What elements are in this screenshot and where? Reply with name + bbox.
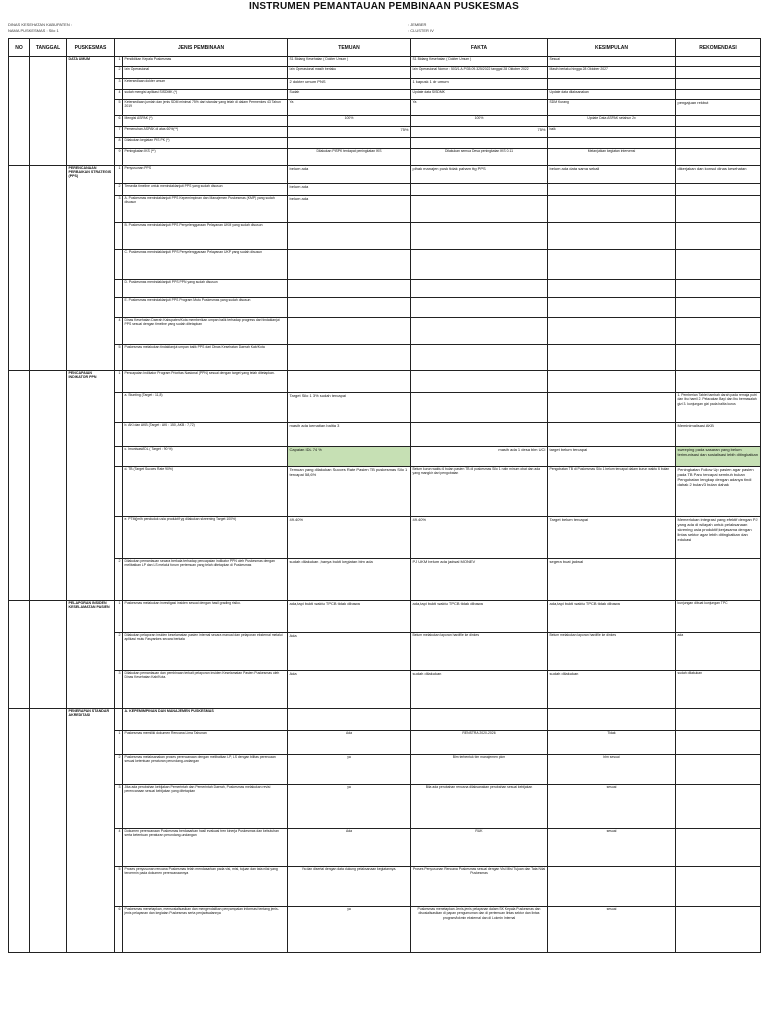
temuan-cell: Ada [288, 829, 411, 867]
fakta-cell [411, 280, 548, 298]
rekomendasi-cell [676, 57, 761, 67]
fakta-cell: Belum melakukan laporan hardfile ke dinkes [411, 633, 548, 671]
meta-left [8, 22, 72, 34]
standar-row [9, 829, 761, 867]
kesimpulan-cell: belum ada data sama sekali [548, 166, 676, 184]
item-number: 1 [115, 371, 123, 393]
rekomendasi-cell: Peningkatan Follow Up pasien agar pasien pada TB Paru tercapai sembuh bukan Pengobatan lengkap dengan adanya tindi dahak 2 bulan/3 bulan dahak [676, 467, 761, 517]
rekomendasi-cell [676, 559, 761, 601]
fakta-cell [411, 393, 548, 423]
ppn-indicator: e. PTM(jmlh penduduk usia produktif yg dilakukan skreening Target 100%) [123, 517, 288, 559]
item-number [115, 447, 123, 467]
rekomendasi-cell [676, 116, 761, 127]
standar-heading: A. KEPEMIMPINAN DAN MANAJEMEN PUSKESMAS [123, 709, 288, 731]
document-title: INSTRUMEN PEMANTAUAN PEMBINAAN PUSKESMAS [248, 1, 520, 12]
temuan-cell: Ada [288, 731, 411, 755]
rekomendasi-cell: pengajuan rekbut [676, 100, 761, 116]
kesimpulan-cell: Belum melakukan laporan hardfile ke dinkes [548, 633, 676, 671]
temuan-cell: Target Silo 1 3% sudah tercapai [288, 393, 411, 423]
kesimpulan-cell: Target belum tercapai [548, 517, 676, 559]
item-number: 3 [115, 196, 123, 223]
rekomendasi-cell [676, 280, 761, 298]
fakta-cell: 100% [411, 116, 548, 127]
rekomendasi-cell: dikerjakan dan konsul dinas kesehatan [676, 166, 761, 184]
ppn-indicator: c. Imunisasi/IDL ( Target : 90 %) [123, 447, 288, 467]
temuan-cell: Ada [288, 633, 411, 671]
kesimpulan-cell: Melanjutkan kegiatan intervensi [548, 149, 676, 166]
item-number: 2 [115, 184, 123, 196]
jenis-cell: Ketersediaan dokter umum [123, 79, 288, 90]
header-temuan: TEMUAN [288, 39, 411, 57]
kesimpulan-cell [548, 79, 676, 90]
fakta-cell: Belum kurun waktu 6 bulan pasien TB di puskesmas Silo 1 rutin minum obat dan ada yang mangkir dari pengobatan [411, 467, 548, 517]
fakta-cell: Dilakukan semua Desa peningkatan IKS 0.11 [411, 149, 548, 166]
fakta-cell [411, 709, 548, 731]
header-tanggal: TANGGAL [30, 39, 67, 57]
temuan-cell: 75% [288, 127, 411, 138]
temuan-cell [288, 371, 411, 393]
temuan-cell: 100% [288, 116, 411, 127]
temuan-cell: ya [288, 785, 411, 829]
section-data-umum [67, 57, 115, 166]
kesimpulan-cell: Sesuai [548, 57, 676, 67]
kesimpulan-cell: Update data dilaksanakan [548, 90, 676, 100]
temuan-cell: Ya dan disertai dengan data dukung pelaksanaan kegiatannya. [288, 867, 411, 907]
kesimpulan-cell: Update Data ASPAK setahun 2x [548, 116, 676, 127]
jenis-cell: Dinas Kesehatan Daerah Kabupaten/Kota memberikan umpan balik terhadap progress dari tindaklanjut PPS sesuai dengan timeline yang sudah ditetapkan [123, 318, 288, 345]
item-number [115, 280, 123, 298]
data-umum-row [9, 149, 761, 166]
temuan-cell: Dilakukan PISPK terdapat peningkatan IKS [288, 149, 411, 166]
item-number [115, 517, 123, 559]
temuan-cell: 2 dokter umum PNS [288, 79, 411, 90]
fakta-cell [411, 250, 548, 280]
jenis-cell: C. Puskesmas menindaklanjuti PPS Penyelenggaraan Pelayanan UKP yang sudah disusun [123, 250, 288, 280]
tanggal-cell [30, 709, 67, 953]
jenis-cell: Ketersediaan jumlah dan jenis SDM minimal 75% dari standar yang telah di dalam Permenkes 43 Tahun 2019 [123, 100, 288, 116]
fakta-cell: masih ada 1 desa blm UCI [411, 447, 548, 467]
rekomendasi-cell [676, 829, 761, 867]
jenis-cell: Puskesmas memiliki dokumen Rencana Lima Tahunan [123, 731, 288, 755]
kesimpulan-cell: blm sesuai [548, 755, 676, 785]
tanggal-cell [30, 57, 67, 166]
rekomendasi-cell [676, 223, 761, 250]
fakta-cell: Ya [411, 100, 548, 116]
temuan-cell [288, 318, 411, 345]
temuan-cell: 49.40% [288, 517, 411, 559]
pps-row [9, 196, 761, 223]
rekomendasi-cell [676, 250, 761, 280]
temuan-cell [288, 345, 411, 371]
rekomendasi-cell: sweeping pada sasaran yang belum terimunisasi dan sosialisasi lebih ditingkatkan [676, 447, 761, 467]
rekomendasi-cell: sudah dilakukan [676, 671, 761, 709]
kesimpulan-cell [548, 298, 676, 318]
pps-row [9, 223, 761, 250]
item-number: 5 [115, 100, 123, 116]
temuan-cell [288, 138, 411, 149]
temuan-cell: Ada [288, 671, 411, 709]
temuan-cell [288, 298, 411, 318]
section-standar [67, 709, 115, 953]
section-label: DATA UMUM [68, 57, 90, 61]
fakta-cell [411, 196, 548, 223]
fakta-cell [411, 423, 548, 447]
item-number: 4 [115, 90, 123, 100]
fakta-cell [411, 184, 548, 196]
item-number: 8 [115, 138, 123, 149]
standar-row [9, 755, 761, 785]
kesimpulan-cell [548, 184, 676, 196]
meta-right [408, 22, 434, 34]
meta-puskesmas: NAMA PUSKESMAS : Silo 1 [8, 28, 59, 33]
item-number [115, 393, 123, 423]
jenis-cell: Puskesmas melakukan investigasi insiden sesuai dengan hasil grading risiko. [123, 601, 288, 633]
rekomendasi-cell: kunjungan dibuat kunjungan TPC [676, 601, 761, 633]
rekomendasi-cell: ada [676, 633, 761, 671]
fakta-cell: Puskesmas menetapkan Jenis-jenis pelayanan dalam SK Kepala Puskesmas dan disosialisasikan di papan pengumuman dan di pertemuan lintas sektor dan lintas program/lokmin eksternal dan di Lokmin Internal [411, 907, 548, 953]
ppn-row [9, 393, 761, 423]
kesimpulan-cell [548, 423, 676, 447]
no-cell [9, 371, 30, 601]
pps-row [9, 184, 761, 196]
kesimpulan-cell: SDM Kurang [548, 100, 676, 116]
kesimpulan-cell: ada,tapi bukti waktu TPCB tidak dibawa [548, 601, 676, 633]
header-no: NO [9, 39, 30, 57]
no-cell [9, 57, 30, 166]
fakta-cell: 75% [411, 127, 548, 138]
kesimpulan-cell: segera buat jadwal [548, 559, 676, 601]
item-number: 2 [115, 633, 123, 671]
kesimpulan-cell: sudah dilakukan [548, 671, 676, 709]
item-number [115, 423, 123, 447]
item-number: 9 [115, 149, 123, 166]
rekomendasi-cell [676, 90, 761, 100]
meta-cluster: : CLUSTER IV [408, 28, 434, 33]
pps-row [9, 298, 761, 318]
temuan-cell: Sudah [288, 90, 411, 100]
kesimpulan-cell: sesuai [548, 829, 676, 867]
jenis-cell: Dilakukan kegiatan PIS PK (*) [123, 138, 288, 149]
kesimpulan-cell [548, 280, 676, 298]
fakta-cell: PJ UKM belum ada jadwal MONEV [411, 559, 548, 601]
jenis-cell: Dokumen perencanaan Puskesmas berdasarkan hasil evaluasi tren kinerja Puskesmas dan kebutuhan serta ketentuan peraturan perundang-undangan [123, 829, 288, 867]
pps-row [9, 166, 761, 184]
pps-row [9, 345, 761, 371]
fakta-cell: sudah dilakukan [411, 671, 548, 709]
tanggal-cell [30, 371, 67, 601]
standar-row [9, 731, 761, 755]
jenis-cell: Penyusunan PPS [123, 166, 288, 184]
rekomendasi-cell: Meminimalisasi AKB [676, 423, 761, 447]
no-cell [9, 166, 30, 371]
data-umum-row [9, 67, 761, 79]
kesimpulan-cell [548, 709, 676, 731]
pps-row [9, 318, 761, 345]
section-pps [67, 166, 115, 371]
data-umum-row [9, 100, 761, 116]
section-label: PELAPORAN INSIDEN KESELAMATAN PASIEN [68, 601, 110, 610]
temuan-cell: ya [288, 907, 411, 953]
data-umum-row [9, 79, 761, 90]
fakta-cell: 1 kapusk 1 dr umum [411, 79, 548, 90]
monitoring-table [8, 38, 761, 953]
jenis-cell: Proses penyusunan rencana Puskesmas telah mendasarkan pada visi, misi, tujuan dan tata nilai yang tercermin pada dokumen perencanaannya [123, 867, 288, 907]
jenis-cell: Izin Operasional [123, 67, 288, 79]
kesimpulan-cell [548, 250, 676, 280]
fakta-cell: S1 Bidang Kesehatan ( Dokter Umum ) [411, 57, 548, 67]
rekomendasi-cell: 1. Pemberian Tablet tambah darah pada remaja putri dan ibu hamil 2. Pelacakan Bayi dan Ibu bermasalah gizi 3. kunjungan gizi pada balita kurus [676, 393, 761, 423]
rekomendasi-cell [676, 67, 761, 79]
ikp-row [9, 633, 761, 671]
kesimpulan-cell [548, 196, 676, 223]
jenis-cell: Puskesmas melaksanakan proses perencanaan dengan melibatkan LP, LS dengan bilitas perencaan sesuai ketentuan peraturan perundang-undangan [123, 755, 288, 785]
ppn-extra-row [9, 559, 761, 601]
jenis-cell: Mengisi ASPAK (*) [123, 116, 288, 127]
temuan-cell: Capaian IDL 74 % [288, 447, 411, 467]
item-number: 1 [115, 601, 123, 633]
temuan-cell: ada,tapi bukti waktu TPCB tidak dibawa [288, 601, 411, 633]
jenis-cell: sudah mengisi aplikasi SISDMK (*) [123, 90, 288, 100]
standar-row [9, 867, 761, 907]
ppn-indicator: a. Stunting (Target : 11,8) [123, 393, 288, 423]
jenis-cell: B. Puskesmas menindaklanjuti PPS Penyelenggaraan Pelayanan UKM yang sudah disusun [123, 223, 288, 250]
jenis-cell: Puskesmas menetapkan, mensosialisasikan dan mengendalikan penyampaian informasi tentang jenis-jenis pelayanan dan kegiatan Puskesmas serta penjadwalannya [123, 907, 288, 953]
section-label: PERENCANAAN PERBAIKAN STRATEGIS (PPS) [68, 166, 112, 179]
header-kesimpulan: KESIMPULAN [548, 39, 676, 57]
kesimpulan-cell: sesuai [548, 907, 676, 953]
temuan-cell [288, 223, 411, 250]
fakta-cell: 49.40% [411, 517, 548, 559]
ikp-row [9, 671, 761, 709]
item-number: 6 [115, 907, 123, 953]
data-umum-row [9, 116, 761, 127]
fakta-cell: pihak manajen pusk tidak paham ttg PPS [411, 166, 548, 184]
rekomendasi-cell [676, 371, 761, 393]
tanggal-cell [30, 166, 67, 371]
rekomendasi-cell [676, 127, 761, 138]
kesimpulan-cell [548, 393, 676, 423]
rekomendasi-cell [676, 184, 761, 196]
rekomendasi-cell [676, 709, 761, 731]
jenis-cell: Peningkatan IKS (**) [123, 149, 288, 166]
item-number: 4 [115, 829, 123, 867]
jenis-cell: Dilakukan pemantauan secara berkala terhadap pencapaian indikator PPN oleh Puskesmas dengan melibatkan LP dan LS melalui forum pertemuan yang telah ditetapkan di Puskesmas [123, 559, 288, 601]
section-label: PENCAPAIAN INDIKATOR PPN [68, 371, 97, 380]
kesimpulan-cell: baik [548, 127, 676, 138]
temuan-cell [288, 709, 411, 731]
data-umum-row [9, 127, 761, 138]
section-label: PENERAPAN STANDAR AKREDITASI [68, 709, 110, 718]
temuan-cell: masih ada kematian balita 3 [288, 423, 411, 447]
jenis-cell: Dilakukan pemantauan dan pembinaan terkait pelaporan insiden Keselamatan Pasien Puskesmas oleh Dinas Kesehatan Kab/Kota. [123, 671, 288, 709]
item-number: 2 [115, 67, 123, 79]
temuan-cell: S1 Bidang Kesehatan ( Dokter Umum ) [288, 57, 411, 67]
item-number [115, 250, 123, 280]
rekomendasi-cell [676, 731, 761, 755]
kesimpulan-cell [548, 867, 676, 907]
temuan-cell: Ya [288, 100, 411, 116]
ppn-row [9, 423, 761, 447]
temuan-cell: belum ada [288, 184, 411, 196]
header-row [9, 39, 761, 57]
tanggal-cell [30, 601, 67, 709]
rekomendasi-cell [676, 196, 761, 223]
rekomendasi-cell: Memerlukan integrasi yang efektif dengan PJ yang ada di wilayah untuk pelaksanaan skrening usia produktif;kerjasama dengan lintas sektor agar lebih ditingkatkan dan edukasi [676, 517, 761, 559]
kesimpulan-cell [548, 138, 676, 149]
kesimpulan-cell [548, 345, 676, 371]
ppn-row [9, 467, 761, 517]
kesimpulan-cell: Tidak [548, 731, 676, 755]
kesimpulan-cell [548, 371, 676, 393]
item-number [115, 298, 123, 318]
fakta-cell: ada,tapi bukti waktu TPCB tidak dibawa [411, 601, 548, 633]
fakta-cell: Proses Penyusunan Rencana Puskesmas sesuai dengan Visi Misi Tujuan dan Tata Nilai Puskesmas [411, 867, 548, 907]
jenis-cell: E. Puskesmas menindaklanjuti PPS Program Mutu Puskesmas yang sudah disusun [123, 298, 288, 318]
temuan-cell: belum ada [288, 196, 411, 223]
item-number: 5 [115, 867, 123, 907]
fakta-cell: Izin Operasional Nomor : 503/1.A.P/35.09.325/2022 tanggal 28 Oktober 2022 [411, 67, 548, 79]
standar-row [9, 907, 761, 953]
kesimpulan-cell [548, 223, 676, 250]
item-number: 2 [115, 559, 123, 601]
header-puskesmas: PUSKESMAS [67, 39, 115, 57]
standar-row [9, 785, 761, 829]
fakta-cell [411, 318, 548, 345]
jenis-cell: Tersedia timeline untuk menindaklanjuti PPS yang sudah disusun [123, 184, 288, 196]
rekomendasi-cell [676, 755, 761, 785]
rekomendasi-cell [676, 79, 761, 90]
header-jenis-pembinaan: JENIS PEMBINAAN [115, 39, 288, 57]
jenis-cell: Pemenuhan ASPAK di atas 60%(**) [123, 127, 288, 138]
rekomendasi-cell [676, 149, 761, 166]
item-number: 3 [115, 79, 123, 90]
temuan-cell: belum ada [288, 166, 411, 184]
section-ppn [67, 371, 115, 601]
item-number: 5 [115, 345, 123, 371]
fakta-cell: Update data SISDMK [411, 90, 548, 100]
item-number [115, 223, 123, 250]
item-number: 4 [115, 318, 123, 345]
item-number: 6 [115, 116, 123, 127]
item-number: 1 [115, 166, 123, 184]
data-umum-row [9, 90, 761, 100]
standar-heading-row [9, 709, 761, 731]
item-number: 2 [115, 755, 123, 785]
ikp-row [9, 601, 761, 633]
header-rekomendasi: REKOMENDASI [676, 39, 761, 57]
jenis-cell: D. Puskesmas menindaklanjuti PPS PPN yang sudah disusun [123, 280, 288, 298]
rekomendasi-cell [676, 318, 761, 345]
jenis-cell: Dilakukan pelaporan insiden keselamatan pasien internal secara manual dan pelaporan eksternal melalui aplikasi mutu Fasyankes secara berkala [123, 633, 288, 671]
jenis-cell: Pencapaian Indikator Program Prioritas Nasional (PPN) sesuai dengan target yang telah ditetapkan. [123, 371, 288, 393]
data-umum-row [9, 138, 761, 149]
no-cell [9, 709, 30, 953]
kesimpulan-cell: target belum tercapai [548, 447, 676, 467]
header-fakta: FAKTA [411, 39, 548, 57]
rekomendasi-cell [676, 138, 761, 149]
jenis-cell: A. Puskesmas menindaklanjuti PPS Kepemimpinan dan Manajemen Puskesmas (KMP) yang sudah disusun [123, 196, 288, 223]
ppn-row [9, 447, 761, 467]
no-cell [9, 601, 30, 709]
rekomendasi-cell [676, 907, 761, 953]
meta-dinas: DINAS KESEHATAN KABUPATEN : [8, 22, 72, 27]
jenis-cell: Jika ada perubahan kebijakan Pemerintah dan Pemerintah Daerah, Puskesmas melakukan revisi perencanaan sesuai kebijakan yang ditetapkan [123, 785, 288, 829]
rekomendasi-cell [676, 345, 761, 371]
rekomendasi-cell [676, 298, 761, 318]
temuan-cell: ya [288, 755, 411, 785]
fakta-cell [411, 371, 548, 393]
section-ikp [67, 601, 115, 709]
kesimpulan-cell: Masih berlaku hingga 28 Oktober 2027 [548, 67, 676, 79]
temuan-cell: Temuan yang dilakukan Succes Rate Pasien TB puskesmas Silo 1 tercapai 58,6% [288, 467, 411, 517]
temuan-cell: sudah dilakukan ,hanya bukti kegiatan blm ada [288, 559, 411, 601]
fakta-cell: RENSTRA 2020-2026 [411, 731, 548, 755]
fakta-cell: Bila ada perubahan rencana dilaksanakan perubahan sesuai kebijakan [411, 785, 548, 829]
fakta-cell [411, 223, 548, 250]
data-umum-row [9, 57, 761, 67]
ppn-intro-row [9, 371, 761, 393]
item-number [115, 467, 123, 517]
kesimpulan-cell: Pengobatan TB di Puskesmas Silo 1 belum tercapai dalam kurun waktu 6 bulan [548, 467, 676, 517]
jenis-cell: Puskesmas melakukan tindaklanjut umpan balik PPS dari Dinas Kesehatan Daerah Kab/Kota [123, 345, 288, 371]
rekomendasi-cell [676, 867, 761, 907]
fakta-cell: Blm terbentuk tim manajemen pkm [411, 755, 548, 785]
item-number: 3 [115, 671, 123, 709]
fakta-cell: RUK [411, 829, 548, 867]
item-number: 3 [115, 785, 123, 829]
item-number [115, 709, 123, 731]
item-number: 1 [115, 57, 123, 67]
fakta-cell [411, 298, 548, 318]
kesimpulan-cell [548, 318, 676, 345]
fakta-cell [411, 345, 548, 371]
ppn-indicator: b. AKI dan AKB (Target : AKI : 150, AKB : 7,72) [123, 423, 288, 447]
kesimpulan-cell: sesuai [548, 785, 676, 829]
rekomendasi-cell [676, 785, 761, 829]
meta-kabupaten: : JEMBER [408, 22, 427, 27]
item-number: 7 [115, 127, 123, 138]
item-number: 1 [115, 731, 123, 755]
fakta-cell [411, 138, 548, 149]
jenis-cell: Pendidikan Kepala Puskesmas [123, 57, 288, 67]
pps-row [9, 250, 761, 280]
temuan-cell [288, 280, 411, 298]
ppn-row [9, 517, 761, 559]
ppn-indicator: d. TB (Target Succes Rate 90%) [123, 467, 288, 517]
temuan-cell [288, 250, 411, 280]
temuan-cell: Izin Operasional masih berlaku [288, 67, 411, 79]
pps-row [9, 280, 761, 298]
